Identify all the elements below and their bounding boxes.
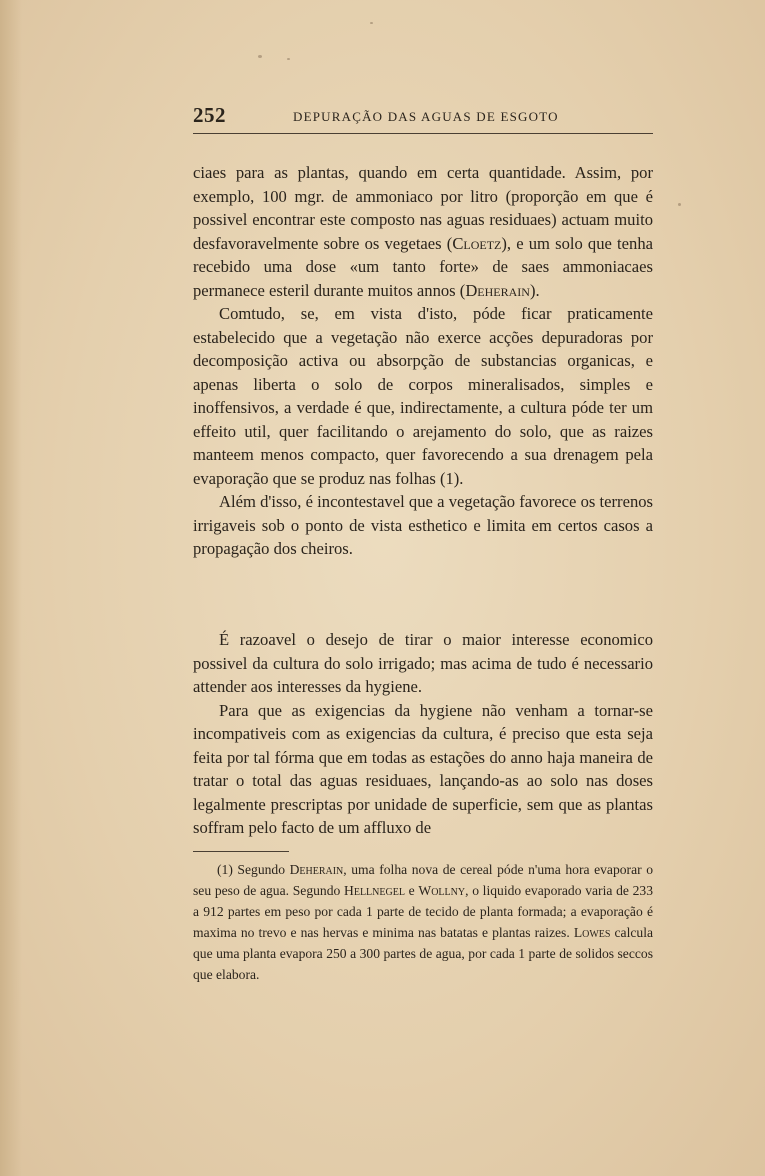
text-run: , o liquido evaporado varia de 233 a 912 partes em peso por cada 1 parte de tecido de planta formada; a evaporação é maxima no trevo e nas hervas e minima nas batatas e plantas raizes. — [193, 883, 654, 940]
paragraph: É razoavel o desejo de tirar o maior interesse economico possivel da cultura do solo irrigado; mas acima de tudo é necessario attender aos interesses da hygiene. — [193, 630, 653, 696]
paper-spot — [258, 55, 262, 58]
text-run: e — [404, 883, 419, 898]
page-number: 252 — [193, 103, 226, 127]
paragraph — [193, 161, 653, 302]
author-name: Wollny — [418, 883, 466, 898]
paragraph: Além d'isso, é incontestavel que a vegetação favorece os terrenos irrigaveis sob o ponto de vista esthetico e limita em certos casos a propagação dos cheiros. — [193, 492, 653, 558]
author-name: Hellnegel — [344, 883, 405, 898]
text-run: , uma folha nova de cereal póde n'uma hora evaporar o seu peso de agua. Segundo — [193, 862, 653, 898]
text-run: ). — [529, 280, 540, 300]
text-run: ), e um solo que tenha recebido uma dose «um tanto forte» de saes ammoniacaes permanece esteril durante muitos annos ( — [193, 233, 653, 300]
text-run: ciaes para as plantas, quando em certa quantidade. Assim, por exemplo, 100 mgr. de ammoniaco por litro (proporção em que é possivel encontrar este composto nas aguas residuaes) actuam muito desfavoravelmente sobre os vegetaes ( — [193, 163, 653, 253]
page-header — [193, 103, 653, 134]
text-block-2 — [193, 628, 653, 840]
text-block-1 — [193, 161, 653, 561]
paragraph: Comtudo, se, em vista d'isto, póde ficar praticamente estabelecido que a vegetação não exerce acções depuradoras por decomposição activa ou absorpção de substancias organicas, e apenas liberta o solo de corpos mineralisados, simples e inoffensivos, a verdade é que, indirectamente, a cultura póde ter um effeito util, quer facilitando o arejamento do solo, que as raizes manteem menos compacto, quer favorecendo a sua drenagem pela evaporação que se produz nas folhas (1). — [193, 304, 653, 488]
paragraph: Para que as exigencias da hygiene não venham a tornar-se incompativeis com as exigencias da cultura, é preciso que esta seja feita por tal fórma que em todas as estações do anno haja maneira de tratar o total das aguas residuaes, lançando-as ao solo nas doses legalmente prescriptas por unidade de superficie, sem que as plantas soffram pelo facto de um affluxo de — [193, 700, 653, 837]
page-edge-shadow — [0, 0, 22, 1176]
author-name: Deherain — [289, 862, 344, 877]
text-run: calcula que uma planta evapora 250 a 300 partes de agua, por cada 1 parte de solidos seccos que elabora. — [193, 925, 653, 982]
author-name: Cloetz — [452, 233, 502, 253]
author-name: Deherain — [465, 280, 530, 300]
footnote-divider — [193, 851, 289, 852]
paper-spot — [287, 58, 290, 60]
footnote — [193, 859, 653, 985]
paper-spot — [678, 203, 681, 206]
paper-spot — [370, 22, 373, 24]
text-run: (1) Segundo — [217, 862, 290, 877]
running-head: DEPURAÇÃO DAS AGUAS DE ESGOTO — [293, 109, 559, 124]
author-name: Lowes — [573, 925, 611, 940]
